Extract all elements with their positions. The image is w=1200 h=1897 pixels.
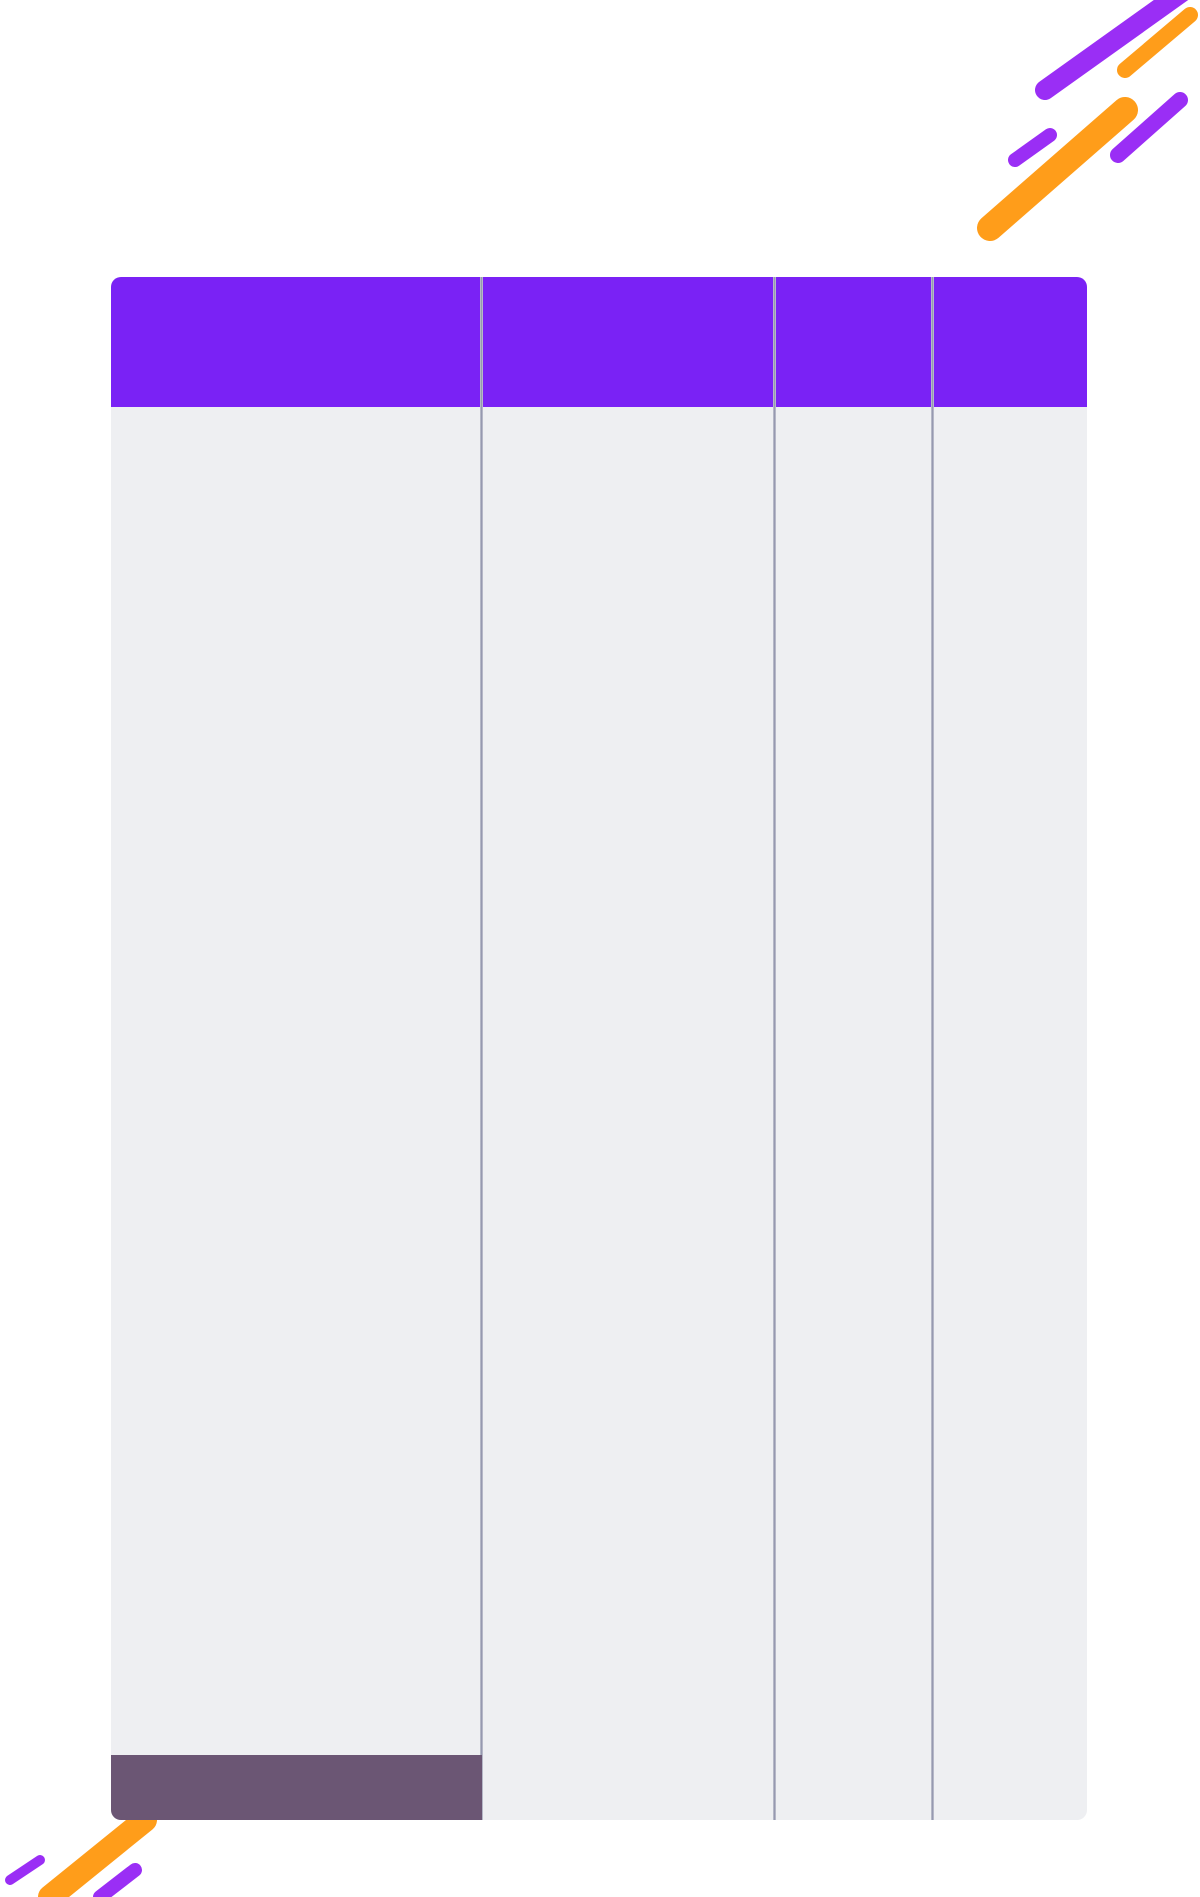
header-plazos [482,277,775,407]
rates-table-body [111,415,1087,1820]
rates-table [111,277,1087,1820]
table-header [111,277,1087,407]
validity-note [111,1755,482,1820]
header-ea [775,277,933,407]
column-separator [931,277,934,1820]
header-mensual [933,277,1087,407]
column-separator [480,277,483,1820]
header-linea [111,277,482,407]
column-separator [773,277,776,1820]
